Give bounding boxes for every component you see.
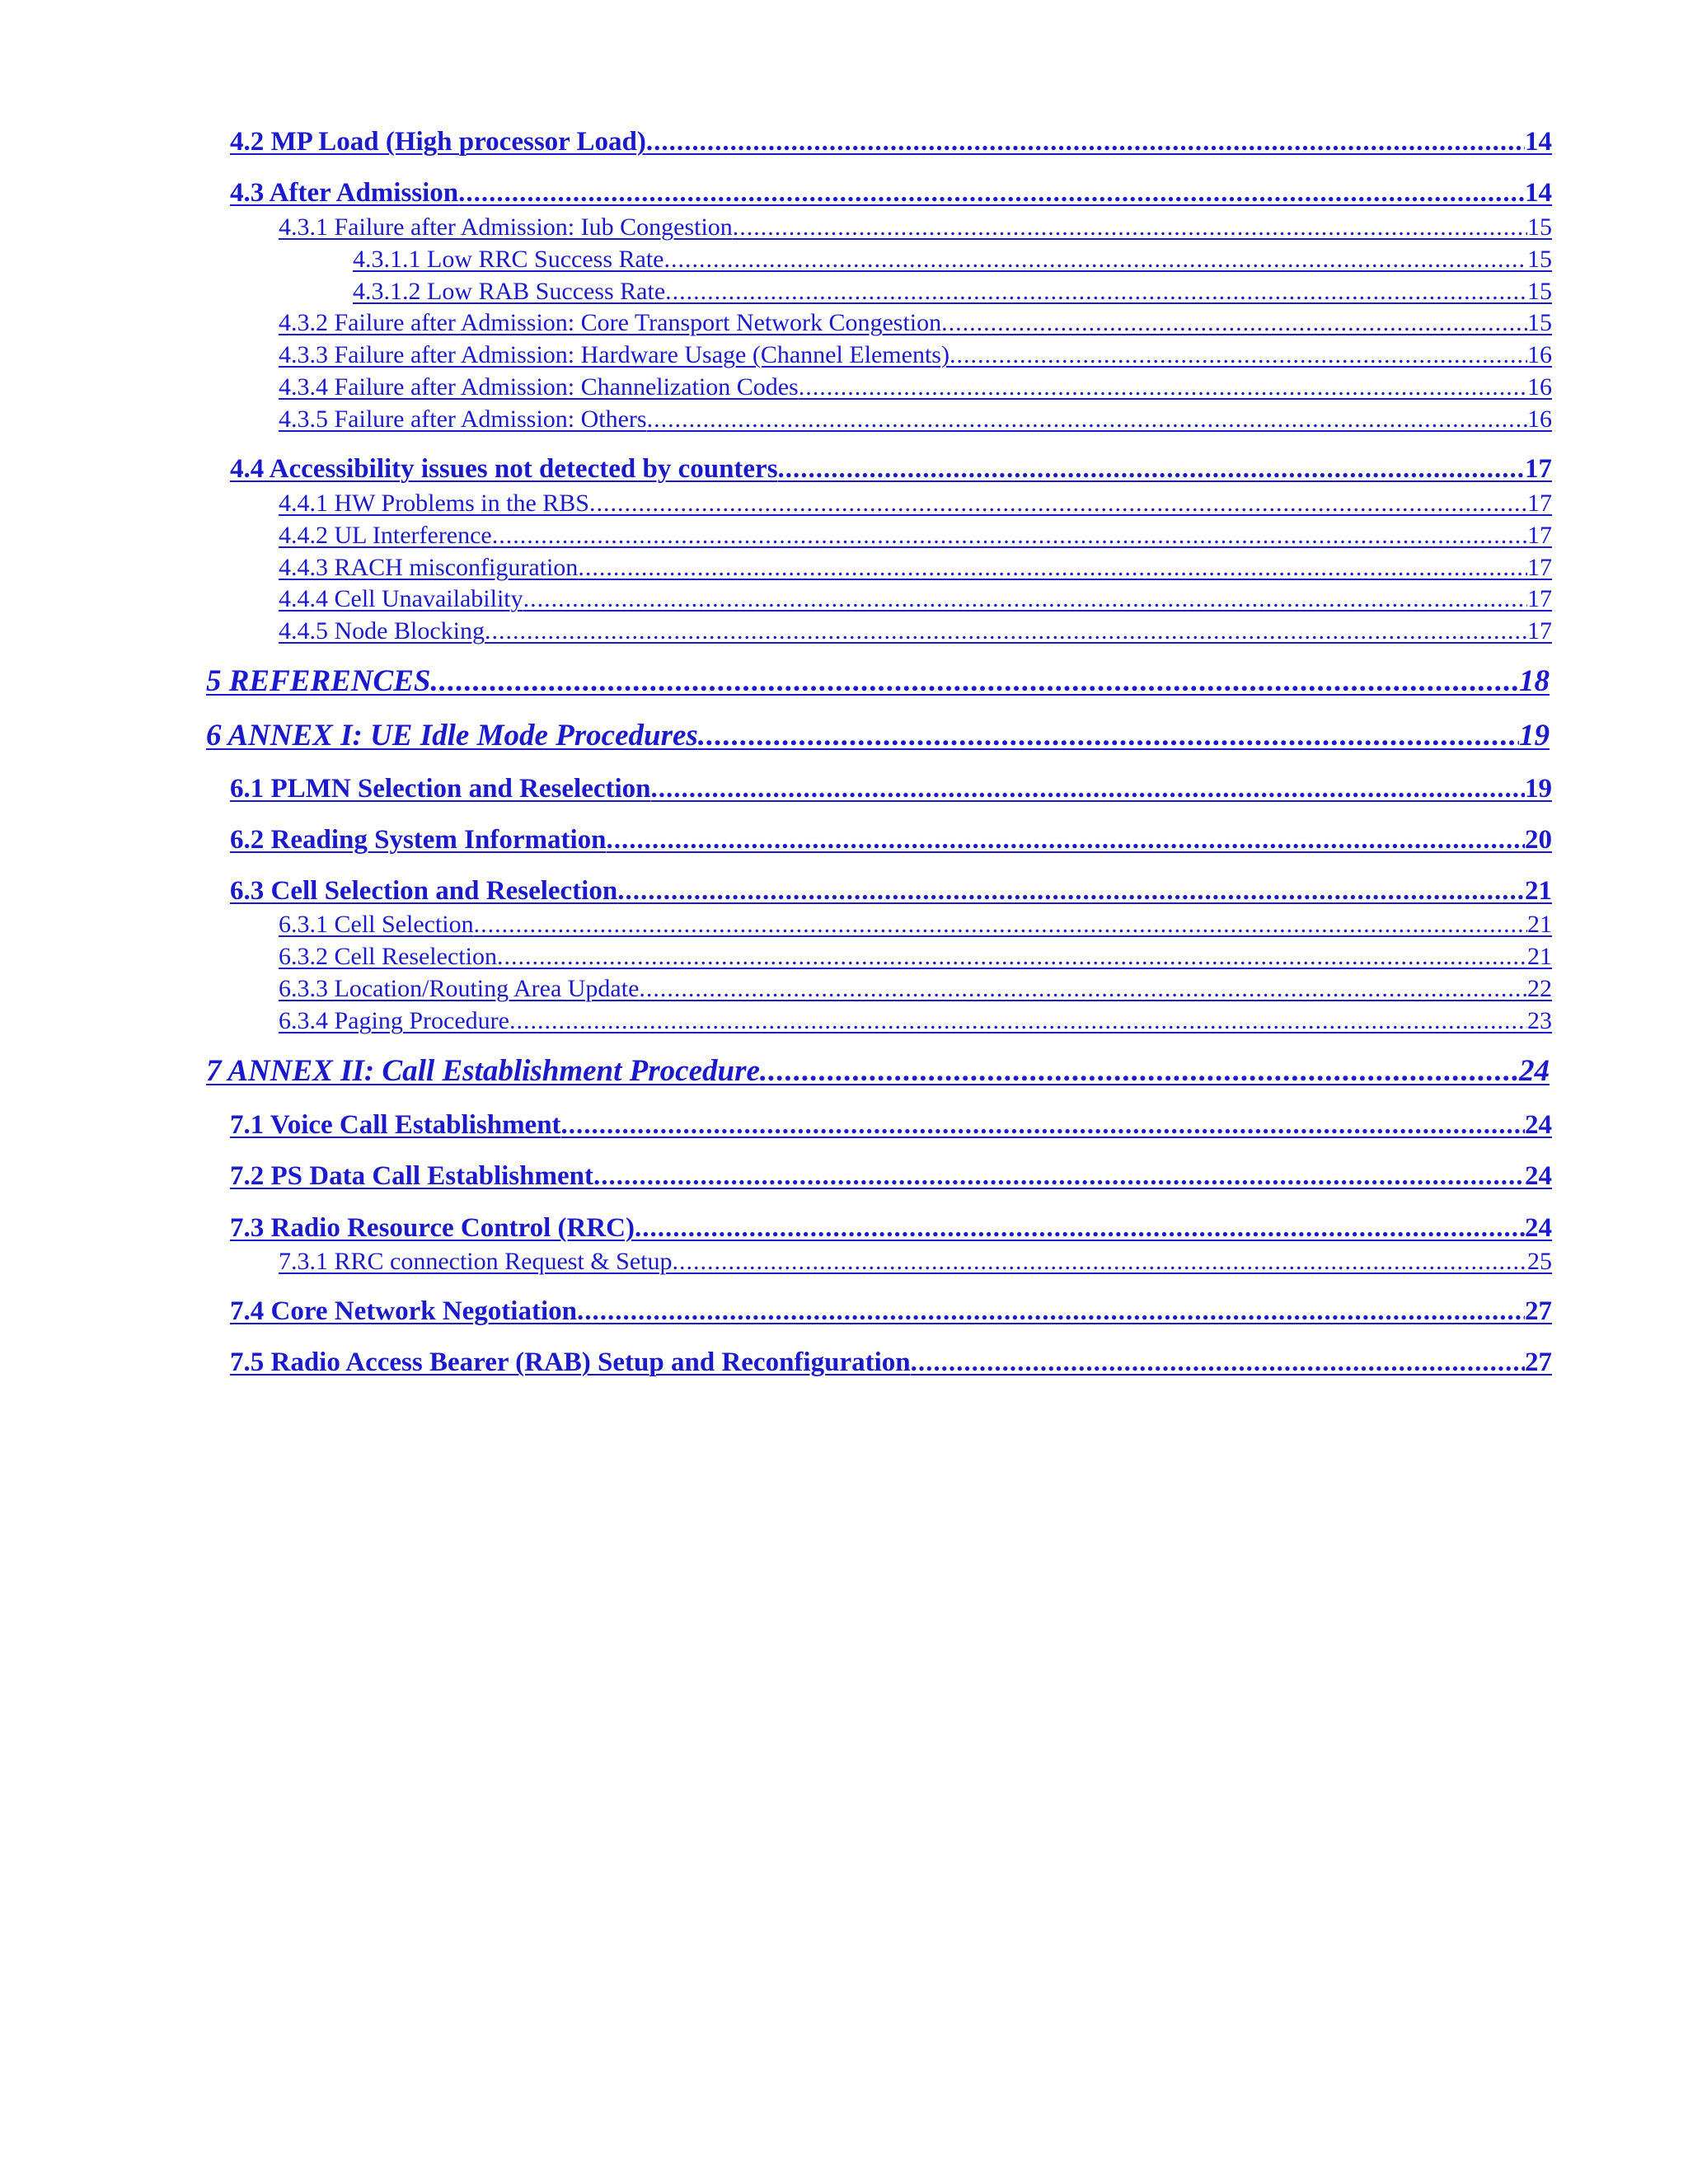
toc-page-number: 17	[1527, 585, 1552, 612]
toc-page-number: 24	[1525, 1110, 1552, 1140]
toc-entry[interactable]	[353, 277, 1552, 307]
toc-entry-title: 4.4.2 UL Interference	[279, 522, 492, 549]
toc-leader	[497, 942, 1527, 972]
toc-page-number: 15	[1527, 309, 1552, 336]
toc-leader	[458, 176, 1525, 209]
toc-entry[interactable]	[279, 489, 1552, 518]
toc-entry[interactable]	[230, 125, 1552, 158]
toc-entry[interactable]	[230, 874, 1552, 907]
toc-page-number: 16	[1527, 341, 1552, 368]
toc-page-number: 18	[1519, 664, 1550, 698]
toc-entry-title: 6.3.2 Cell Reselection	[279, 943, 497, 970]
toc-leader	[698, 718, 1519, 754]
toc-entry-title: 6.3 Cell Selection and Reselection	[230, 876, 618, 906]
toc-leader	[639, 974, 1527, 1004]
toc-entry-title: 4.3.1.2 Low RAB Success Rate	[353, 278, 666, 305]
toc-entry[interactable]	[279, 1006, 1552, 1036]
toc-entry[interactable]	[279, 974, 1552, 1004]
toc-leader	[635, 1212, 1525, 1244]
toc-leader	[509, 1006, 1527, 1036]
toc-page-number: 21	[1525, 876, 1552, 906]
toc-entry-title: 4.3.1.1 Low RRC Success Rate	[353, 246, 664, 273]
toc-entry[interactable]	[279, 405, 1552, 434]
toc-leader	[647, 405, 1527, 434]
toc-leader	[950, 340, 1527, 370]
toc-page-number: 15	[1527, 278, 1552, 305]
toc-entry-title: 7.1 Voice Call Establishment	[230, 1110, 561, 1140]
toc-entry[interactable]	[279, 308, 1552, 338]
toc-entry-title: 6.3.3 Location/Routing Area Update	[279, 975, 640, 1002]
toc-entry-title: 4.2 MP Load (High processor Load)	[230, 127, 646, 157]
toc-entry-title: 7.3 Radio Resource Control (RRC)	[230, 1213, 635, 1243]
toc-entry[interactable]	[230, 1160, 1552, 1193]
toc-entry[interactable]	[279, 553, 1552, 583]
toc-entry[interactable]	[279, 213, 1552, 242]
toc-leader	[617, 874, 1525, 907]
toc-entry-title: 5 REFERENCES	[206, 664, 431, 698]
toc-entry[interactable]	[230, 1108, 1552, 1141]
toc-leader	[474, 910, 1527, 940]
toc-entry-title: 6 ANNEX I: UE Idle Mode Procedures	[206, 719, 698, 752]
toc-leader	[665, 277, 1527, 307]
toc-entry-title: 4.3.4 Failure after Admission: Channelization Codes	[279, 373, 799, 401]
toc-leader	[492, 521, 1527, 551]
toc-page-number: 14	[1525, 127, 1552, 157]
toc-entry[interactable]	[230, 1212, 1552, 1244]
toc-entry-title: 4.3.1 Failure after Admission: Iub Congestion	[279, 213, 733, 241]
toc-entry-title: 7 ANNEX II: Call Establishment Procedure	[206, 1054, 760, 1088]
toc-leader	[663, 245, 1527, 274]
toc-leader	[651, 772, 1525, 805]
toc-page-number: 24	[1525, 1213, 1552, 1243]
toc-page-number: 17	[1527, 490, 1552, 517]
toc-entry-title: 7.3.1 RRC connection Request & Setup	[279, 1248, 673, 1275]
toc-entry-title: 6.2 Reading System Information	[230, 825, 607, 855]
toc-entry[interactable]	[279, 910, 1552, 940]
toc-page-number: 27	[1525, 1296, 1552, 1326]
toc-page-number: 24	[1525, 1161, 1552, 1191]
toc-page-number: 24	[1519, 1054, 1550, 1088]
toc-leader	[589, 489, 1527, 518]
toc-entry-title: 4.4.1 HW Problems in the RBS	[279, 490, 589, 517]
toc-entry[interactable]	[206, 718, 1550, 754]
toc-leader	[778, 452, 1525, 485]
toc-page-number: 21	[1527, 943, 1552, 970]
toc-page-number: 21	[1527, 911, 1552, 938]
toc-leader	[799, 373, 1527, 402]
toc-leader	[760, 1053, 1519, 1090]
toc-entry-title: 7.2 PS Data Call Establishment	[230, 1161, 593, 1191]
toc-leader	[911, 1346, 1525, 1379]
toc-entry[interactable]	[279, 942, 1552, 972]
toc-page-number: 17	[1527, 617, 1552, 644]
toc-entry[interactable]	[206, 1053, 1550, 1090]
toc-entry-title: 4.4.5 Node Blocking	[279, 617, 485, 644]
toc-entry[interactable]	[230, 176, 1552, 209]
toc-entry[interactable]	[230, 772, 1552, 805]
toc-page-number: 15	[1527, 246, 1552, 273]
toc-entry-title: 4.4 Accessibility issues not detected by counters	[230, 454, 778, 484]
toc-entry[interactable]	[206, 663, 1550, 700]
toc-page-number: 17	[1525, 454, 1552, 484]
toc-leader	[646, 125, 1525, 158]
toc-leader	[578, 553, 1527, 583]
toc-page-number: 16	[1527, 373, 1552, 401]
toc-leader	[593, 1160, 1525, 1193]
toc-entry[interactable]	[279, 584, 1552, 614]
toc-page-number: 17	[1527, 554, 1552, 581]
toc-leader	[941, 308, 1527, 338]
toc-leader	[577, 1295, 1525, 1328]
toc-entry[interactable]	[279, 1247, 1552, 1277]
toc-page-number: 25	[1527, 1248, 1552, 1275]
toc-page-number: 23	[1527, 1007, 1552, 1034]
toc-leader	[485, 616, 1527, 646]
toc-page-number: 27	[1525, 1347, 1552, 1377]
toc-entry-title: 4.3.2 Failure after Admission: Core Transport Network Congestion	[279, 309, 942, 336]
toc-entry[interactable]	[279, 340, 1552, 370]
toc-page-number: 14	[1525, 178, 1552, 208]
toc-entry-title: 4.4.4 Cell Unavailability	[279, 585, 523, 612]
toc-page-number: 19	[1519, 719, 1550, 752]
toc-leader	[523, 584, 1527, 614]
toc-entry-title: 4.4.3 RACH misconfiguration	[279, 554, 579, 581]
toc-entry-title: 4.3.3 Failure after Admission: Hardware Usage (Channel Elements)	[279, 341, 950, 368]
toc-entry-title: 6.3.1 Cell Selection	[279, 911, 474, 938]
toc-entry[interactable]	[279, 521, 1552, 551]
toc-leader	[672, 1247, 1527, 1277]
toc-leader	[561, 1108, 1525, 1141]
toc-entry[interactable]	[230, 452, 1552, 485]
toc-leader	[607, 823, 1525, 856]
toc-entry[interactable]	[230, 823, 1552, 856]
toc-entry-title: 6.1 PLMN Selection and Reselection	[230, 774, 651, 804]
toc-entry[interactable]	[353, 245, 1552, 274]
toc-leader	[733, 213, 1527, 242]
toc-page-number: 17	[1527, 522, 1552, 549]
toc-entry[interactable]	[230, 1346, 1552, 1379]
toc-entry-title: 6.3.4 Paging Procedure	[279, 1007, 509, 1034]
toc-page-number: 22	[1527, 975, 1552, 1002]
toc-entry-title: 4.3 After Admission	[230, 178, 459, 208]
toc-page-number: 15	[1527, 213, 1552, 241]
toc-entry[interactable]	[230, 1295, 1552, 1328]
toc-entry-title: 7.4 Core Network Negotiation	[230, 1296, 577, 1326]
toc-leader	[430, 663, 1519, 700]
toc-page-number: 20	[1525, 825, 1552, 855]
toc-page-number: 16	[1527, 405, 1552, 433]
toc-entry-title: 4.3.5 Failure after Admission: Others	[279, 405, 647, 433]
toc-entry[interactable]	[279, 373, 1552, 402]
toc-page-number: 19	[1525, 774, 1552, 804]
toc-entry[interactable]	[279, 616, 1552, 646]
toc-entry-title: 7.5 Radio Access Bearer (RAB) Setup and Reconfiguration	[230, 1347, 911, 1377]
